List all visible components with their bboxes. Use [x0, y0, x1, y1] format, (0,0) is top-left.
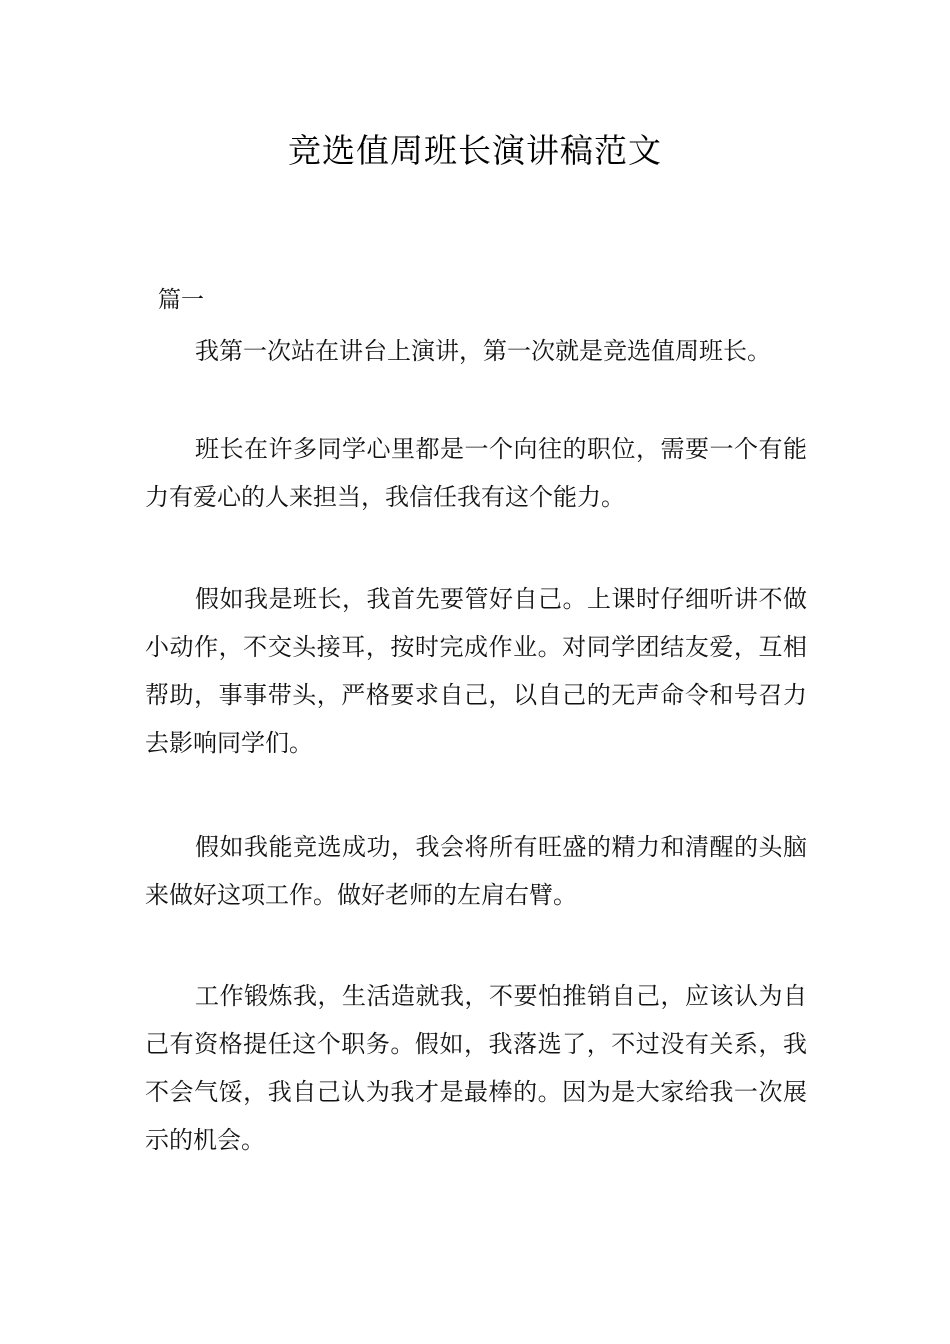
document-title: 竞选值周班长演讲稿范文	[288, 131, 662, 170]
paragraph-2: 班长在许多同学心里都是一个向往的职位，需要一个有能力有爱心的人来担当，我信任我有这个能力。	[145, 435, 807, 511]
section-label: 篇一	[158, 287, 204, 313]
paragraph-4: 假如我能竞选成功，我会将所有旺盛的精力和清醒的头脑来做好这项工作。做好老师的左肩右臂。	[145, 833, 807, 909]
paragraph-1: 我第一次站在讲台上演讲，第一次就是竞选值周班长。	[195, 337, 771, 365]
paragraph-3: 假如我是班长，我首先要管好自己。上课时仔细听讲不做小动作，不交头接耳，按时完成作业。对同学团结友爱，互相帮助，事事带头，严格要求自己，以自己的无声命令和号召力去影响同学们。	[145, 585, 807, 757]
paragraph-5: 工作锻炼我，生活造就我，不要怕推销自己，应该认为自己有资格提任这个职务。假如，我落选了，不过没有关系，我不会气馁，我自己认为我才是最棒的。因为是大家给我一次展示的机会。	[145, 982, 807, 1154]
